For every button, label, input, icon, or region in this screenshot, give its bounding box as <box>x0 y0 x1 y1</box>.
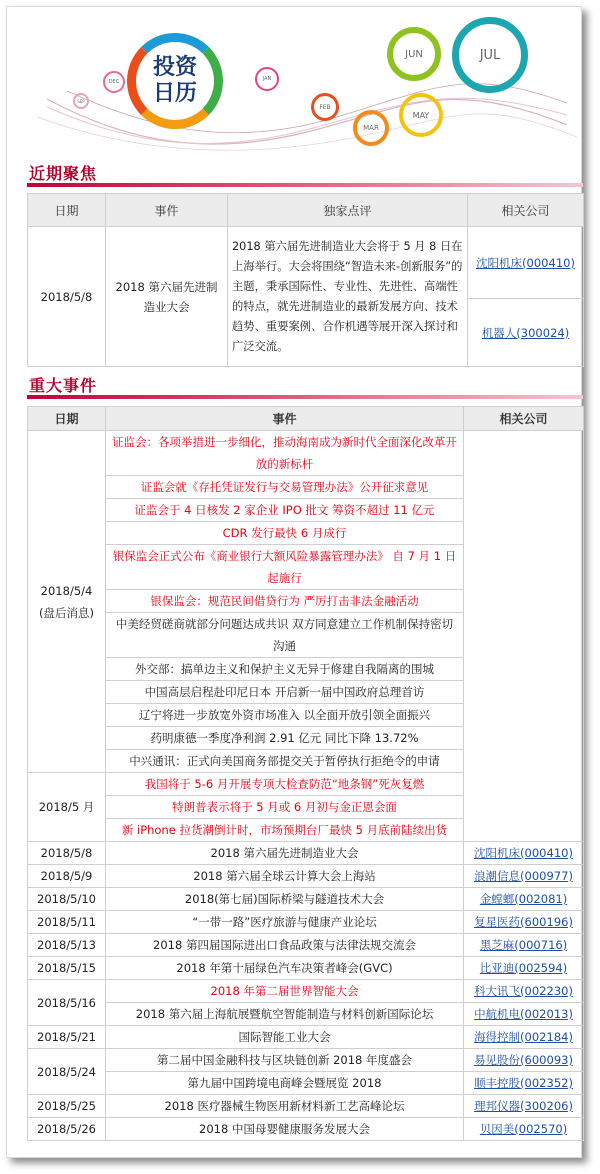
calendar-card <box>6 6 582 1158</box>
event-company-cell <box>464 934 584 957</box>
event-text: 2018 第四届国际进出口食品政策与法律法规交流会 <box>106 934 464 957</box>
event-text: 证监会：各项举措进一步细化，推动海南成为新时代全面深化改革开放的新标杆 <box>106 431 464 476</box>
event-row <box>28 1118 584 1141</box>
event-text: 2018 第六届全球云计算大会上海站 <box>106 865 464 888</box>
focus-comment: 2018 第六届先进制造业大会将于 5 月 8 日在上海举行。大会将围绕“智造未来-创新服务”的主题，秉承国际性、专业性、先进性、高端性的特点，就先进制造业的最新发展方向、技术趋势、重要案例、合作机遇等展开深入探讨和广泛交流。 <box>228 227 468 367</box>
event-text: 2018 年第二届世界智能大会 <box>106 980 464 1003</box>
events-header-row <box>28 407 584 431</box>
month-bubble-jul: JUL <box>452 17 528 93</box>
event-date: 2018/5/15 <box>28 957 106 980</box>
event-text: 外交部：搞单边主义和保护主义无异于修建自我隔离的围城 <box>106 658 464 681</box>
event-company-cell <box>464 980 584 1003</box>
focus-company-cell <box>468 227 584 299</box>
logo-ring <box>127 33 223 129</box>
event-date: 2018/5/26 <box>28 1118 106 1141</box>
month-bubble-jan: JAN <box>255 67 279 91</box>
events-header-date: 日期 <box>28 407 106 431</box>
company-link[interactable]: 理邦仪器(300206) <box>474 1099 573 1113</box>
logo-line-2: 日历 <box>152 81 197 106</box>
company-link[interactable]: 顺丰控股(002352) <box>474 1076 573 1090</box>
event-date: 2018/5/10 <box>28 888 106 911</box>
focus-header-company: 相关公司 <box>468 194 584 227</box>
company-link[interactable]: 黑芝麻(000716) <box>479 938 568 952</box>
event-text: 辽宁将进一步放宽外资市场准入 以全面开放引领全面振兴 <box>106 704 464 727</box>
event-text: 2018 医疗器械生物医用新材料新工艺高峰论坛 <box>106 1095 464 1118</box>
focus-company-cell <box>468 299 584 367</box>
event-date: 2018/5/11 <box>28 911 106 934</box>
event-text: “一带一路”医疗旅游与健康产业论坛 <box>106 911 464 934</box>
company-link[interactable]: 浪潮信息(000977) <box>474 869 573 883</box>
focus-row <box>28 227 584 299</box>
focus-table <box>27 193 584 367</box>
month-bubble-may: MAY <box>399 93 443 137</box>
event-date: 2018/5/9 <box>28 865 106 888</box>
company-link[interactable]: 中航机电(002013) <box>474 1007 573 1021</box>
event-date: 2018/5 月 <box>38 800 95 814</box>
company-link[interactable]: 机器人(300024) <box>481 325 570 340</box>
event-row <box>28 865 584 888</box>
event-company-cell <box>464 957 584 980</box>
event-date: 2018/5/16 <box>28 980 106 1026</box>
event-text: 中美经贸磋商就部分问题达成共识 双方同意建立工作机制保持密切沟通 <box>106 613 464 658</box>
event-text: 2018 第六届上海航展暨航空智能制造与材料创新国际论坛 <box>106 1003 464 1026</box>
event-text: 证监会就《存托凭证发行与交易管理办法》公开征求意见 <box>106 476 464 499</box>
focus-header-date: 日期 <box>28 194 106 227</box>
company-link[interactable]: 比亚迪(002594) <box>479 961 568 975</box>
event-text: 2018 第六届先进制造业大会 <box>106 842 464 865</box>
event-date: 2018/5/13 <box>28 934 106 957</box>
company-link[interactable]: 沈阳机床(000410) <box>476 255 575 270</box>
company-link[interactable]: 科大讯飞(002230) <box>474 984 573 998</box>
focus-date: 2018/5/8 <box>28 227 106 367</box>
focus-header-row <box>28 194 584 227</box>
event-date: 2018/5/4 <box>40 583 93 598</box>
logo-line-1: 投资 <box>152 55 197 80</box>
logo-text <box>153 55 197 107</box>
event-company-cell <box>464 1118 584 1141</box>
event-text: 特朗普表示将于 5 月或 6 月初与金正恩会面 <box>106 796 464 819</box>
event-date: 2018/5/25 <box>28 1095 106 1118</box>
events-body <box>28 431 584 1141</box>
event-date-cell <box>28 773 106 842</box>
event-row <box>28 1049 584 1072</box>
month-bubble-dec: DEC <box>103 71 125 93</box>
event-date: 2018/5/21 <box>28 1026 106 1049</box>
event-text: 中国高层启程赴印尼日本 开启新一届中国政府总理首访 <box>106 681 464 704</box>
event-company-cell-empty <box>464 431 584 842</box>
event-text: 药明康德一季度净利润 2.91 亿元 同比下降 13.72% <box>106 727 464 750</box>
section-divider-focus <box>27 183 583 187</box>
month-bubble-mar: MAR <box>353 110 389 146</box>
event-text: 证监会于 4 日核发 2 家企业 IPO 批文 筹资不超过 11 亿元 <box>106 499 464 522</box>
event-row <box>28 1095 584 1118</box>
company-link[interactable]: 沈阳机床(000410) <box>474 846 573 860</box>
section-title-focus: 近期聚焦 <box>29 164 98 183</box>
event-row <box>28 431 584 476</box>
section-divider-events <box>27 395 583 399</box>
event-text: 2018 年第十届绿色汽车决策者峰会(GVC) <box>106 957 464 980</box>
event-company-cell <box>464 1095 584 1118</box>
month-bubble-feb: FEB <box>311 93 339 121</box>
focus-header-event: 事件 <box>106 194 228 227</box>
event-text: 2018 中国母婴健康服务发展大会 <box>106 1118 464 1141</box>
event-row <box>28 1026 584 1049</box>
event-date-note: (盘后消息) <box>39 605 94 620</box>
event-text: 第九届中国跨境电商峰会暨展览 2018 <box>106 1072 464 1095</box>
banner <box>7 7 583 157</box>
event-row <box>28 888 584 911</box>
event-text: 新 iPhone 拉货潮倒计时，市场预期台厂最快 5 月底前陆续出货 <box>106 819 464 842</box>
event-text: 2018(第七届)国际桥梁与隧道技术大会 <box>106 888 464 911</box>
events-header-company: 相关公司 <box>464 407 584 431</box>
event-company-cell <box>464 1026 584 1049</box>
event-date: 2018/5/8 <box>28 842 106 865</box>
event-text: 我国将于 5-6 月开展专项大检查防范“地条钢”死灰复燃 <box>106 773 464 796</box>
company-link[interactable]: 海得控制(002184) <box>474 1030 573 1044</box>
event-text: CDR 发行最快 6 月成行 <box>106 522 464 545</box>
section-title-events: 重大事件 <box>29 376 98 395</box>
event-date: 2018/5/24 <box>28 1049 106 1095</box>
month-bubble-jun: JUN <box>387 27 441 81</box>
events-header-event: 事件 <box>106 407 464 431</box>
company-link[interactable]: 易见股份(600093) <box>474 1053 573 1067</box>
event-company-cell <box>464 911 584 934</box>
event-text: 国际智能工业大会 <box>106 1026 464 1049</box>
event-text: 银保监会：规范民间借贷行为 严厉打击非法金融活动 <box>106 590 464 613</box>
event-row <box>28 1072 584 1095</box>
event-row <box>28 957 584 980</box>
focus-header-comment: 独家点评 <box>228 194 468 227</box>
events-table <box>27 406 584 1141</box>
event-company-cell <box>464 1003 584 1026</box>
event-row <box>28 1003 584 1026</box>
company-link[interactable]: 复星医药(600196) <box>474 915 573 929</box>
event-row <box>28 980 584 1003</box>
event-row <box>28 934 584 957</box>
event-row <box>28 842 584 865</box>
event-text: 第二届中国金融科技与区块链创新 2018 年度盛会 <box>106 1049 464 1072</box>
event-text: 中兴通讯：正式向美国商务部提交关于暂停执行拒绝令的申请 <box>106 750 464 773</box>
event-company-cell <box>464 842 584 865</box>
event-company-cell <box>464 1072 584 1095</box>
company-link[interactable]: 贝因美(002570) <box>479 1122 568 1136</box>
event-text: 银保监会正式公布《商业银行大额风险暴露管理办法》 自 7 月 1 日起施行 <box>106 545 464 590</box>
event-date-cell <box>28 431 106 773</box>
event-company-cell <box>464 888 584 911</box>
month-bubble-sep: SEP <box>73 93 89 109</box>
company-link[interactable]: 金螳螂(002081) <box>479 892 568 906</box>
focus-event: 2018 第六届先进制造业大会 <box>106 227 228 367</box>
event-company-cell <box>464 1049 584 1072</box>
event-company-cell <box>464 865 584 888</box>
event-row <box>28 911 584 934</box>
